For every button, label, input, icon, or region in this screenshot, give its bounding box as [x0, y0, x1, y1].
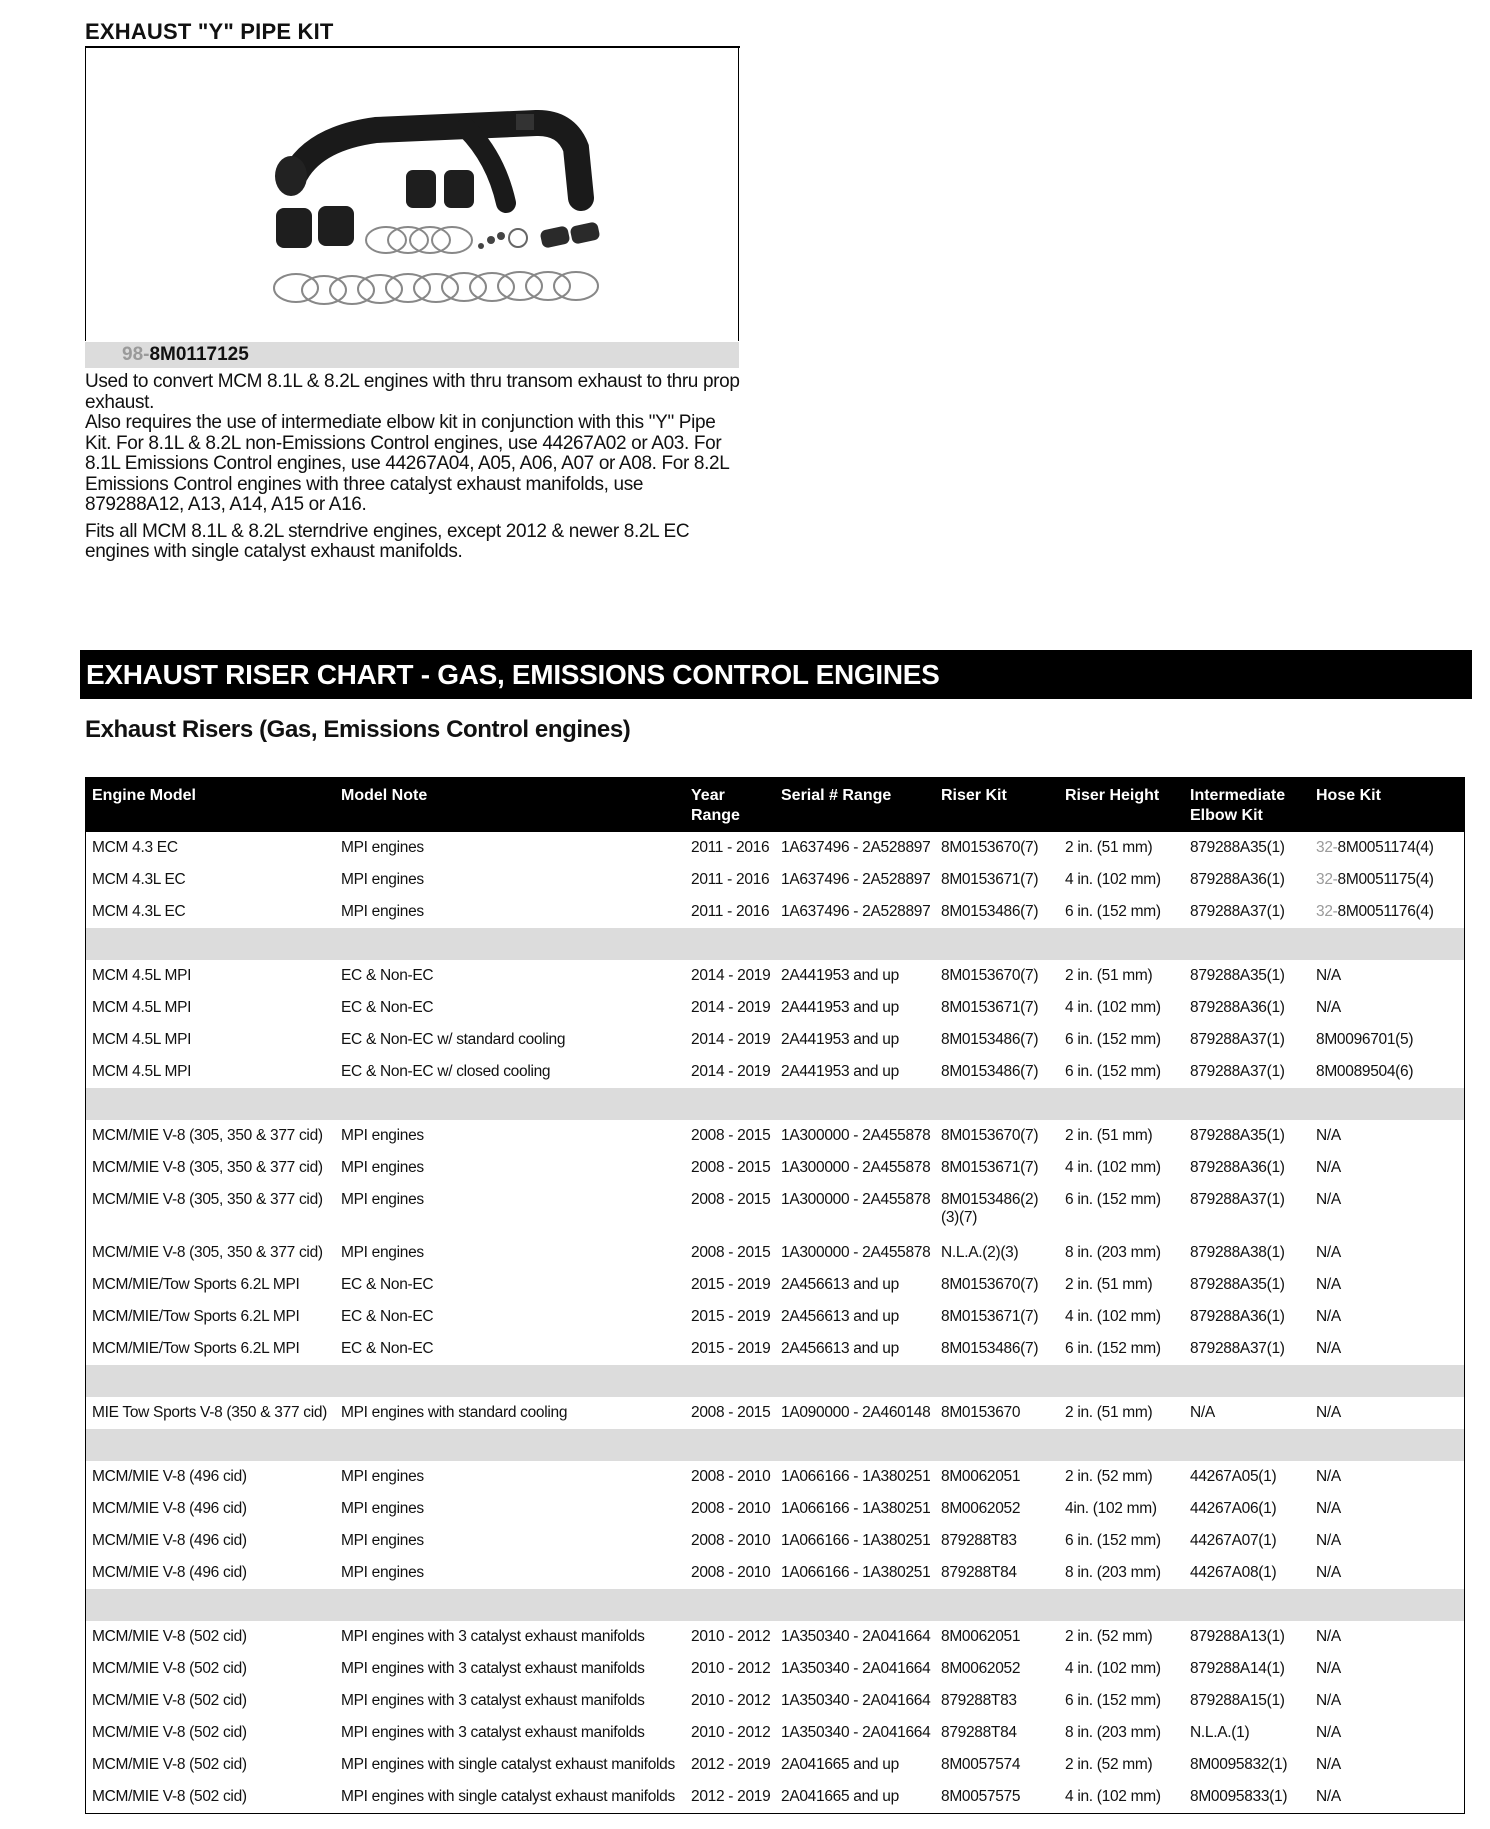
table-row	[86, 1237, 1464, 1269]
cell-elbow-kit: 879288A35(1)	[1190, 1276, 1285, 1293]
cell-year-range: 2010 - 2012	[691, 1724, 771, 1741]
cell-engine-model: MCM/MIE V-8 (502 cid)	[92, 1692, 247, 1709]
cell-hose-kit: N/A	[1316, 967, 1341, 984]
cell-riser-kit: 8M0057575	[941, 1788, 1021, 1805]
hose-kit-number: 8M0051174(4)	[1337, 839, 1434, 856]
cell-year-range: 2014 - 2019	[691, 1031, 771, 1048]
cell-elbow-kit: 879288A36(1)	[1190, 999, 1285, 1016]
cell-hose-kit: N/A	[1316, 1340, 1341, 1357]
cell-riser-kit: 8M0153670(7)	[941, 839, 1039, 856]
cell-riser-height: 4 in. (102 mm)	[1065, 871, 1161, 888]
cell-model-note: MPI engines with standard cooling	[341, 1404, 568, 1421]
cell-serial-range: 1A066166 - 1A380251	[781, 1564, 931, 1581]
table-row	[86, 1717, 1464, 1749]
cell-year-range: 2008 - 2015	[691, 1244, 771, 1261]
cell-elbow-kit: 879288A35(1)	[1190, 839, 1285, 856]
cell-model-note: EC & Non-EC w/ closed cooling	[341, 1063, 551, 1080]
cell-riser-kit: 8M0062051	[941, 1628, 1021, 1645]
cell-model-note: MPI engines with single catalyst exhaust manifolds	[341, 1756, 675, 1773]
group-separator	[86, 1429, 1464, 1461]
cell-year-range: 2008 - 2010	[691, 1532, 771, 1549]
y-pipe-kit-image	[236, 78, 656, 338]
cell-riser-kit: 8M0153486(7)	[941, 1340, 1039, 1357]
cell-engine-model: MCM/MIE V-8 (305, 350 & 377 cid)	[92, 1127, 323, 1144]
table-header-row	[86, 777, 1464, 832]
cell-riser-kit: 8M0153486(7)	[941, 1063, 1039, 1080]
cell-elbow-kit: N.L.A.(1)	[1190, 1724, 1250, 1741]
cell-model-note: EC & Non-EC	[341, 967, 434, 984]
cell-riser-height: 6 in. (152 mm)	[1065, 1532, 1161, 1549]
cell-elbow-kit: 879288A35(1)	[1190, 1127, 1285, 1144]
cell-engine-model: MCM/MIE V-8 (496 cid)	[92, 1564, 247, 1581]
table-row	[86, 1301, 1464, 1333]
cell-serial-range: 2A041665 and up	[781, 1756, 899, 1773]
cell-elbow-kit: 44267A05(1)	[1190, 1468, 1277, 1485]
cell-elbow-kit: 879288A36(1)	[1190, 1159, 1285, 1176]
cell-elbow-kit: 879288A37(1)	[1190, 1340, 1285, 1357]
kit-title: EXHAUST "Y" PIPE KIT	[85, 18, 740, 48]
cell-hose-kit	[1310, 864, 1464, 896]
cell-riser-kit: 8M0057574	[941, 1756, 1021, 1773]
table-row	[86, 960, 1464, 992]
cell-serial-range: 1A090000 - 2A460148	[781, 1404, 931, 1421]
cell-riser-kit: 8M0153671(7)	[941, 999, 1039, 1016]
kit-image-frame	[85, 48, 739, 341]
cell-model-note: MPI engines	[341, 1468, 424, 1485]
cell-riser-kit: 879288T83	[941, 1532, 1017, 1549]
cell-year-range: 2008 - 2015	[691, 1159, 771, 1176]
cell-model-note: MPI engines	[341, 1500, 424, 1517]
cell-engine-model: MCM/MIE/Tow Sports 6.2L MPI	[92, 1340, 300, 1357]
cell-engine-model: MCM/MIE V-8 (305, 350 & 377 cid)	[92, 1244, 323, 1261]
cell-year-range: 2015 - 2019	[691, 1340, 771, 1357]
table-row	[86, 1269, 1464, 1301]
cell-serial-range: 1A300000 - 2A455878	[781, 1127, 931, 1144]
table-body	[86, 832, 1464, 1813]
cell-hose-kit: N/A	[1316, 1404, 1341, 1421]
table-row	[86, 832, 1464, 864]
cell-year-range: 2010 - 2012	[691, 1628, 771, 1645]
table-row	[86, 864, 1464, 896]
cell-serial-range: 1A066166 - 1A380251	[781, 1468, 931, 1485]
cell-year-range: 2008 - 2015	[691, 1127, 771, 1144]
header-riser-height: Riser Height	[1059, 777, 1184, 832]
group-separator	[86, 1088, 1464, 1120]
cell-engine-model: MCM 4.3L EC	[92, 871, 186, 888]
cell-riser-height: 4 in. (102 mm)	[1065, 1308, 1161, 1325]
hose-kit-number: 8M0051175(4)	[1337, 871, 1434, 888]
table-row	[86, 1749, 1464, 1781]
cell-serial-range: 1A637496 - 2A528897	[781, 903, 931, 920]
cell-model-note: MPI engines	[341, 1159, 424, 1176]
cell-serial-range: 1A066166 - 1A380251	[781, 1532, 931, 1549]
table-row	[86, 1781, 1464, 1813]
cell-engine-model: MCM/MIE V-8 (496 cid)	[92, 1468, 247, 1485]
cell-model-note: EC & Non-EC	[341, 999, 434, 1016]
cell-serial-range: 2A456613 and up	[781, 1276, 899, 1293]
cell-riser-height: 2 in. (51 mm)	[1065, 967, 1153, 984]
cell-model-note: EC & Non-EC w/ standard cooling	[341, 1031, 566, 1048]
cell-hose-kit: N/A	[1316, 1692, 1341, 1709]
cell-elbow-kit: 44267A06(1)	[1190, 1500, 1277, 1517]
cell-riser-kit: 8M0062052	[941, 1660, 1021, 1677]
table-row	[86, 1152, 1464, 1184]
cell-riser-kit: 8M0153486(2)(3)(7)	[941, 1191, 1039, 1226]
cell-year-range: 2014 - 2019	[691, 967, 771, 984]
cell-hose-kit	[1310, 832, 1464, 864]
cell-year-range: 2008 - 2010	[691, 1500, 771, 1517]
separator-cell	[86, 928, 1464, 960]
cell-riser-height: 6 in. (152 mm)	[1065, 1031, 1161, 1048]
cell-model-note: EC & Non-EC	[341, 1340, 434, 1357]
cell-hose-kit: N/A	[1316, 1244, 1341, 1261]
cell-riser-kit: 8M0062052	[941, 1500, 1021, 1517]
table-row	[86, 1397, 1464, 1429]
cell-riser-height: 4 in. (102 mm)	[1065, 1660, 1161, 1677]
cell-serial-range: 1A350340 - 2A041664	[781, 1660, 931, 1677]
cell-riser-kit: 8M0153671(7)	[941, 871, 1039, 888]
cell-hose-kit: N/A	[1316, 1564, 1341, 1581]
cell-model-note: MPI engines	[341, 1532, 424, 1549]
cell-hose-kit: N/A	[1316, 1532, 1341, 1549]
cell-elbow-kit: 879288A14(1)	[1190, 1660, 1285, 1677]
group-separator	[86, 1589, 1464, 1621]
cell-riser-height: 4 in. (102 mm)	[1065, 1159, 1161, 1176]
cell-model-note: MPI engines with 3 catalyst exhaust manifolds	[341, 1628, 645, 1645]
cell-riser-height: 4 in. (102 mm)	[1065, 999, 1161, 1016]
cell-riser-height: 4in. (102 mm)	[1065, 1500, 1157, 1517]
header-model-note: Model Note	[335, 777, 685, 832]
cell-engine-model: MCM/MIE V-8 (502 cid)	[92, 1724, 247, 1741]
cell-riser-height: 6 in. (152 mm)	[1065, 1340, 1161, 1357]
cell-hose-kit: N/A	[1316, 999, 1341, 1016]
cell-year-range: 2010 - 2012	[691, 1660, 771, 1677]
cell-hose-kit: N/A	[1316, 1127, 1341, 1144]
separator-cell	[86, 1365, 1464, 1397]
cell-year-range: 2008 - 2010	[691, 1468, 771, 1485]
cell-riser-height: 2 in. (51 mm)	[1065, 839, 1153, 856]
cell-riser-height: 4 in. (102 mm)	[1065, 1788, 1161, 1805]
cell-riser-height: 6 in. (152 mm)	[1065, 1692, 1161, 1709]
cell-riser-kit: 8M0153671(7)	[941, 1159, 1039, 1176]
cell-year-range: 2008 - 2015	[691, 1191, 771, 1208]
table-row	[86, 1685, 1464, 1717]
cell-year-range: 2015 - 2019	[691, 1308, 771, 1325]
cell-model-note: MPI engines with 3 catalyst exhaust manifolds	[341, 1724, 645, 1741]
cell-hose-kit: N/A	[1316, 1500, 1341, 1517]
cell-riser-height: 8 in. (203 mm)	[1065, 1724, 1161, 1741]
description-paragraph: Used to convert MCM 8.1L & 8.2L engines with thru transom exhaust to thru prop exhaust.	[85, 371, 740, 413]
description-paragraph: Also requires the use of intermediate elbow kit in conjunction with this "Y" Pipe Kit. For 8.1L & 8.2L non-Emissions Control engines, use 44267A02 or A03. For 8.1L Emissions Control engines, use 44267A04, A05, A06, A07 or A08. For 8.2L Emissions Control engines with three catalyst exhaust manifolds, use 879288A12, A13, A14, A15 or A16.	[85, 412, 729, 515]
cell-riser-height: 6 in. (152 mm)	[1065, 1191, 1161, 1208]
group-separator	[86, 1365, 1464, 1397]
cell-riser-kit: N.L.A.(2)(3)	[941, 1244, 1019, 1261]
cell-model-note: EC & Non-EC	[341, 1308, 434, 1325]
hose-kit-prefix: 32-	[1316, 871, 1338, 888]
cell-hose-kit: N/A	[1316, 1788, 1341, 1805]
cell-serial-range: 2A456613 and up	[781, 1340, 899, 1357]
cell-hose-kit: N/A	[1316, 1308, 1341, 1325]
cell-year-range: 2011 - 2016	[691, 903, 770, 920]
cell-year-range: 2010 - 2012	[691, 1692, 771, 1709]
riser-table	[86, 777, 1464, 1813]
cell-hose-kit: N/A	[1316, 1276, 1341, 1293]
hose-kit-prefix: 32-	[1316, 839, 1338, 856]
cell-serial-range: 1A637496 - 2A528897	[781, 839, 931, 856]
cell-year-range: 2015 - 2019	[691, 1276, 771, 1293]
part-number: 8M0117125	[149, 344, 249, 365]
cell-engine-model: MCM/MIE V-8 (305, 350 & 377 cid)	[92, 1191, 323, 1208]
separator-cell	[86, 1589, 1464, 1621]
cell-engine-model: MCM 4.5L MPI	[92, 967, 192, 984]
header-elbow-kit: Intermediate Elbow Kit	[1184, 777, 1310, 832]
cell-model-note: MPI engines	[341, 1127, 424, 1144]
cell-riser-height: 2 in. (51 mm)	[1065, 1276, 1153, 1293]
cell-hose-kit: N/A	[1316, 1468, 1341, 1485]
separator-cell	[86, 1088, 1464, 1120]
cell-riser-kit: 8M0153486(7)	[941, 1031, 1039, 1048]
part-prefix: 98-	[122, 344, 150, 365]
cell-riser-kit: 879288T83	[941, 1692, 1017, 1709]
cell-engine-model: MCM 4.5L MPI	[92, 1031, 192, 1048]
cell-riser-height: 2 in. (52 mm)	[1065, 1756, 1153, 1773]
cell-riser-height: 2 in. (51 mm)	[1065, 1127, 1153, 1144]
cell-riser-height: 6 in. (152 mm)	[1065, 903, 1161, 920]
cell-hose-kit: N/A	[1316, 1756, 1341, 1773]
cell-serial-range: 2A441953 and up	[781, 967, 899, 984]
table-row	[86, 1653, 1464, 1685]
cell-hose-kit	[1310, 896, 1464, 928]
cell-serial-range: 2A441953 and up	[781, 999, 899, 1016]
table-row	[86, 1557, 1464, 1589]
cell-model-note: MPI engines with 3 catalyst exhaust manifolds	[341, 1692, 645, 1709]
cell-model-note: MPI engines with 3 catalyst exhaust manifolds	[341, 1660, 645, 1677]
cell-year-range: 2012 - 2019	[691, 1788, 771, 1805]
cell-elbow-kit: 879288A37(1)	[1190, 903, 1285, 920]
cell-engine-model: MCM/MIE V-8 (496 cid)	[92, 1532, 247, 1549]
cell-engine-model: MCM 4.5L MPI	[92, 1063, 192, 1080]
cell-elbow-kit: 8M0095833(1)	[1190, 1788, 1288, 1805]
cell-elbow-kit: 879288A37(1)	[1190, 1063, 1285, 1080]
table-row	[86, 1461, 1464, 1493]
part-number-bar	[85, 342, 739, 368]
cell-year-range: 2008 - 2010	[691, 1564, 771, 1581]
cell-engine-model: MCM/MIE/Tow Sports 6.2L MPI	[92, 1308, 300, 1325]
cell-serial-range: 2A041665 and up	[781, 1788, 899, 1805]
cell-engine-model: MCM/MIE V-8 (502 cid)	[92, 1660, 247, 1677]
table-row	[86, 1024, 1464, 1056]
cell-hose-kit: N/A	[1316, 1660, 1341, 1677]
cell-engine-model: MCM/MIE V-8 (305, 350 & 377 cid)	[92, 1159, 323, 1176]
cell-model-note: MPI engines	[341, 839, 424, 856]
separator-cell	[86, 1429, 1464, 1461]
cell-year-range: 2011 - 2016	[691, 871, 770, 888]
cell-serial-range: 1A066166 - 1A380251	[781, 1500, 931, 1517]
header-riser-kit: Riser Kit	[935, 777, 1059, 832]
cell-elbow-kit: 44267A08(1)	[1190, 1564, 1277, 1581]
riser-table-wrap	[85, 777, 1465, 1814]
cell-model-note: MPI engines	[341, 871, 424, 888]
cell-serial-range: 1A300000 - 2A455878	[781, 1159, 931, 1176]
cell-riser-height: 8 in. (203 mm)	[1065, 1244, 1161, 1261]
cell-riser-kit: 8M0153486(7)	[941, 903, 1039, 920]
cell-riser-kit: 8M0153670(7)	[941, 967, 1039, 984]
cell-model-note: MPI engines with single catalyst exhaust manifolds	[341, 1788, 675, 1805]
cell-engine-model: MCM/MIE/Tow Sports 6.2L MPI	[92, 1276, 300, 1293]
table-row	[86, 1184, 1464, 1237]
cell-hose-kit: 8M0096701(5)	[1316, 1031, 1414, 1048]
cell-model-note: MPI engines	[341, 1244, 424, 1261]
cell-riser-kit: 8M0062051	[941, 1468, 1021, 1485]
cell-engine-model: MCM 4.5L MPI	[92, 999, 192, 1016]
cell-year-range: 2011 - 2016	[691, 839, 770, 856]
cell-riser-kit: 8M0153670(7)	[941, 1127, 1039, 1144]
header-hose-kit: Hose Kit	[1310, 777, 1464, 832]
cell-elbow-kit: 879288A37(1)	[1190, 1031, 1285, 1048]
cell-engine-model: MCM/MIE V-8 (502 cid)	[92, 1788, 247, 1805]
cell-year-range: 2012 - 2019	[691, 1756, 771, 1773]
cell-engine-model: MIE Tow Sports V-8 (350 & 377 cid)	[92, 1404, 328, 1421]
cell-engine-model: MCM/MIE V-8 (502 cid)	[92, 1628, 247, 1645]
header-serial-range: Serial # Range	[775, 777, 935, 832]
cell-serial-range: 2A441953 and up	[781, 1063, 899, 1080]
cell-riser-kit: 8M0153670(7)	[941, 1276, 1039, 1293]
table-row	[86, 1056, 1464, 1088]
table-row	[86, 1120, 1464, 1152]
cell-year-range: 2014 - 2019	[691, 999, 771, 1016]
cell-riser-height: 2 in. (51 mm)	[1065, 1404, 1153, 1421]
section-subtitle: Exhaust Risers (Gas, Emissions Control engines)	[85, 716, 631, 743]
cell-elbow-kit: N/A	[1190, 1404, 1215, 1421]
cell-serial-range: 1A350340 - 2A041664	[781, 1692, 931, 1709]
cell-hose-kit: N/A	[1316, 1191, 1341, 1208]
cell-riser-kit: 8M0153671(7)	[941, 1308, 1039, 1325]
cell-elbow-kit: 879288A15(1)	[1190, 1692, 1285, 1709]
cell-serial-range: 2A456613 and up	[781, 1308, 899, 1325]
cell-hose-kit: N/A	[1316, 1159, 1341, 1176]
cell-serial-range: 1A350340 - 2A041664	[781, 1628, 931, 1645]
group-separator	[86, 928, 1464, 960]
cell-model-note: MPI engines	[341, 1191, 424, 1208]
cell-elbow-kit: 8M0095832(1)	[1190, 1756, 1288, 1773]
cell-elbow-kit: 879288A35(1)	[1190, 967, 1285, 984]
cell-riser-kit: 8M0153670	[941, 1404, 1021, 1421]
table-row	[86, 1333, 1464, 1365]
cell-elbow-kit: 879288A38(1)	[1190, 1244, 1285, 1261]
cell-serial-range: 2A441953 and up	[781, 1031, 899, 1048]
cell-year-range: 2008 - 2015	[691, 1404, 771, 1421]
table-row	[86, 1493, 1464, 1525]
cell-riser-height: 8 in. (203 mm)	[1065, 1564, 1161, 1581]
cell-elbow-kit: 879288A36(1)	[1190, 871, 1285, 888]
cell-serial-range: 1A350340 - 2A041664	[781, 1724, 931, 1741]
description-paragraph: Fits all MCM 8.1L & 8.2L sterndrive engines, except 2012 & newer 8.2L EC engines with single catalyst exhaust manifolds.	[85, 520, 690, 562]
cell-engine-model: MCM 4.3L EC	[92, 903, 186, 920]
table-row	[86, 896, 1464, 928]
cell-riser-height: 6 in. (152 mm)	[1065, 1063, 1161, 1080]
cell-engine-model: MCM 4.3 EC	[92, 839, 178, 856]
cell-hose-kit: N/A	[1316, 1724, 1341, 1741]
cell-engine-model: MCM/MIE V-8 (502 cid)	[92, 1756, 247, 1773]
cell-model-note: EC & Non-EC	[341, 1276, 434, 1293]
kit-description	[85, 372, 745, 569]
cell-model-note: MPI engines	[341, 903, 424, 920]
header-year-range: Year Range	[685, 777, 775, 832]
cell-hose-kit: 8M0089504(6)	[1316, 1063, 1414, 1080]
cell-year-range: 2014 - 2019	[691, 1063, 771, 1080]
table-row	[86, 1621, 1464, 1653]
hose-kit-number: 8M0051176(4)	[1337, 903, 1434, 920]
table-row	[86, 1525, 1464, 1557]
cell-hose-kit: N/A	[1316, 1628, 1341, 1645]
cell-elbow-kit: 879288A13(1)	[1190, 1628, 1285, 1645]
cell-elbow-kit: 44267A07(1)	[1190, 1532, 1277, 1549]
cell-serial-range: 1A637496 - 2A528897	[781, 871, 931, 888]
cell-engine-model: MCM/MIE V-8 (496 cid)	[92, 1500, 247, 1517]
cell-riser-kit: 879288T84	[941, 1564, 1017, 1581]
cell-elbow-kit: 879288A36(1)	[1190, 1308, 1285, 1325]
cell-riser-height: 2 in. (52 mm)	[1065, 1468, 1153, 1485]
cell-serial-range: 1A300000 - 2A455878	[781, 1191, 931, 1208]
cell-model-note: MPI engines	[341, 1564, 424, 1581]
cell-elbow-kit: 879288A37(1)	[1190, 1191, 1285, 1208]
hose-kit-prefix: 32-	[1316, 903, 1338, 920]
table-row	[86, 992, 1464, 1024]
header-engine-model: Engine Model	[86, 777, 335, 832]
section-banner: EXHAUST RISER CHART - GAS, EMISSIONS CONTROL ENGINES	[80, 650, 1472, 699]
cell-serial-range: 1A300000 - 2A455878	[781, 1244, 931, 1261]
cell-riser-kit: 879288T84	[941, 1724, 1017, 1741]
cell-riser-height: 2 in. (52 mm)	[1065, 1628, 1153, 1645]
